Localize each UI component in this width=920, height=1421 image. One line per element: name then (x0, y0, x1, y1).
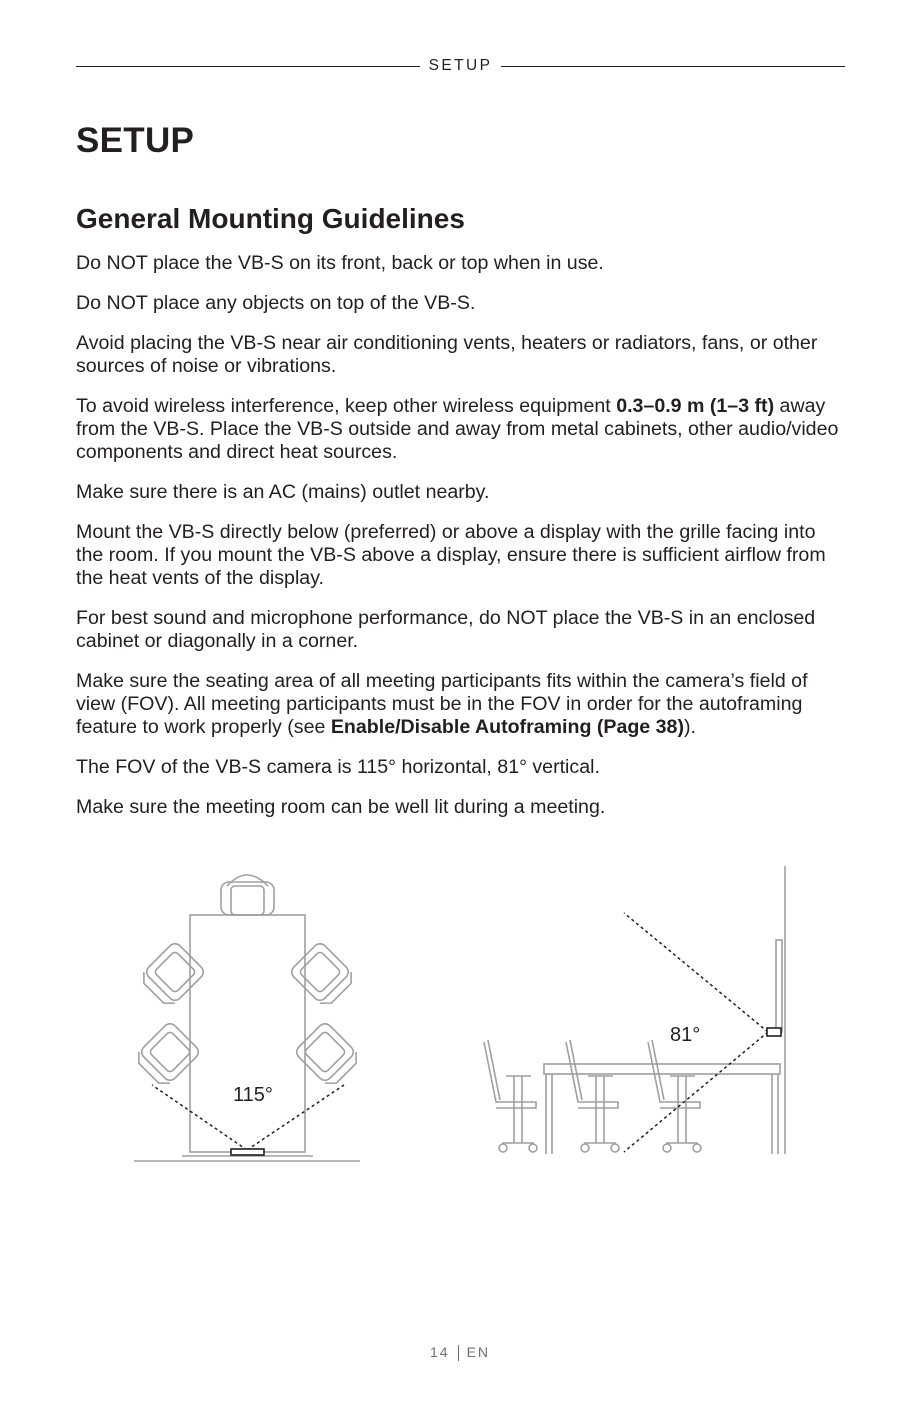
chair-top-view (221, 875, 274, 915)
chair-top-view (133, 1021, 201, 1089)
guidelines-body (76, 252, 848, 836)
language-code: EN (466, 1344, 491, 1360)
distance-emphasis: 0.3–0.9 m (1–3 ft) (616, 395, 775, 417)
camera-unit (231, 1149, 264, 1155)
paragraph: Mount the VB-S directly below (preferred) or above a display with the grille facing into the room. If you mount the VB-S above a display, ensure there is sufficient airflow from the heat vents of the display. (76, 521, 826, 589)
paragraph: Make sure the meeting room can be well lit during a meeting. (76, 796, 606, 818)
header-rule-left (76, 66, 420, 67)
vertical-fov-diagram (476, 860, 806, 1170)
table-side-view (544, 1064, 780, 1154)
chair-side-view (484, 1040, 537, 1152)
footer-separator (458, 1345, 459, 1361)
page-title: SETUP (76, 121, 195, 160)
paragraph: The FOV of the VB-S camera is 115° horizontal, 81° vertical. (76, 756, 600, 778)
paragraph (76, 670, 848, 739)
horizontal-fov-label: 115° (233, 1084, 273, 1106)
chair-top-view (138, 941, 206, 1009)
section-title: General Mounting Guidelines (76, 203, 465, 234)
fov-boundary (624, 913, 768, 1032)
table-top-view (190, 915, 305, 1152)
chair-top-view (289, 941, 357, 1009)
page-footer (0, 1344, 920, 1361)
paragraph-text: ). (683, 716, 696, 738)
header-rule-right (501, 66, 845, 67)
paragraph-text: To avoid wireless interference, keep other wireless equipment (76, 395, 617, 417)
paragraph-text: away from the VB-S. Place the VB-S outside and away from metal cabinets, other audio/video components and direct heat sources. (76, 395, 839, 463)
autoframing-reference: Enable/Disable Autoframing (Page 38) (330, 716, 684, 738)
paragraph: Make sure there is an AC (mains) outlet nearby. (76, 481, 490, 503)
paragraph-text: Make sure the seating area of all meeting participants fits within the camera’s field of view (FOV). All meeting participants must be in the FOV in order for the autoframing feature to work properly (see (76, 670, 808, 738)
chair-top-view (294, 1021, 362, 1089)
running-header-label: SETUP (428, 57, 493, 74)
chair-side-view (648, 1040, 701, 1152)
paragraph: Do NOT place any objects on top of the VB-S. (76, 292, 476, 314)
display-side-view (776, 940, 782, 1032)
running-header (76, 56, 845, 76)
camera-unit (767, 1028, 781, 1036)
paragraph: For best sound and microphone performance, do NOT place the VB-S in an enclosed cabinet or diagonally in a corner. (76, 607, 816, 652)
paragraph (76, 395, 848, 464)
chair-side-view (566, 1040, 619, 1152)
paragraph: Do NOT place the VB-S on its front, back or top when in use. (76, 252, 604, 274)
vertical-fov-label: 81° (670, 1024, 701, 1046)
paragraph: Avoid placing the VB-S near air conditioning vents, heaters or radiators, fans, or other sources of noise or vibrations. (76, 332, 818, 377)
horizontal-fov-diagram (130, 860, 370, 1170)
page-number: 14 (429, 1344, 450, 1360)
fov-boundary (624, 1032, 768, 1152)
